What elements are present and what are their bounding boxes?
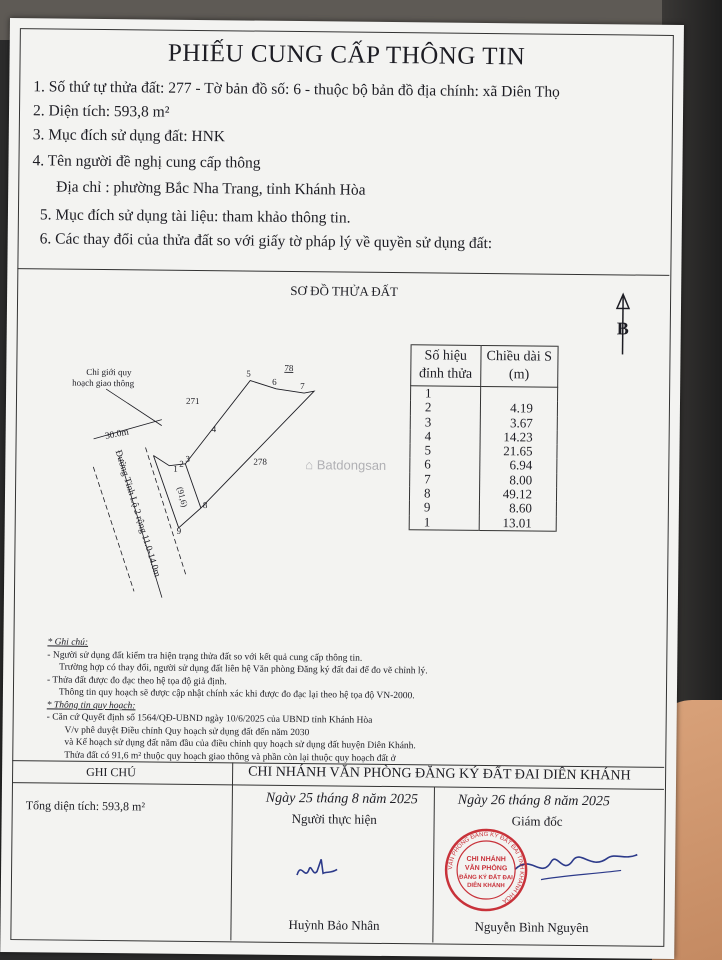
distance-label: 30.0m [104, 427, 130, 442]
document-title: PHIẾU CUNG CẤP THÔNG TIN [167, 39, 526, 71]
role-right: Giám đốc [511, 813, 563, 829]
vertex-cell: 4 [410, 429, 480, 444]
road-boundary-label-2: hoạch giao thông [72, 377, 135, 389]
seal-line-1: CHI NHÁNH [466, 855, 506, 864]
table-header-row [411, 345, 558, 388]
length-cell: 4.19 [480, 401, 558, 416]
seal-line-4: DIÊN KHÁNH [467, 882, 505, 890]
table-row [410, 415, 557, 431]
point-6: 6 [272, 376, 277, 387]
seal-line-3: ĐĂNG KÝ ĐẤT ĐAI [459, 874, 513, 882]
vertex-cell: 6 [410, 458, 480, 473]
vertex-cell: 5 [410, 443, 480, 458]
planning-line: và Kế hoạch sử dụng đất năm đầu của điều chỉnh quy hoạch sử dụng đất huyện Diên Khánh. [64, 737, 416, 752]
length-cell: 21.65 [479, 444, 557, 459]
header-length: Chiều dài S (m) [480, 345, 558, 387]
watermark-text: Batdongsan [316, 457, 387, 473]
diagram-title: SƠ ĐỒ THỬA ĐẤT [290, 282, 399, 300]
seal-ring-text: VĂN PHÒNG ĐĂNG KÝ ĐẤT ĐAI TỈNH KHÁNH HÒA [448, 832, 525, 904]
parcel-outline [153, 380, 315, 530]
table-row [410, 443, 557, 459]
note-line: Thông tin quy hoạch sẽ được cập nhật chính xác khi được đo đạc lại theo hệ tọa độ VN-2000. [58, 687, 415, 702]
point-7: 7 [300, 381, 305, 392]
item-area: 2. Diện tích: 593,8 m² [32, 102, 170, 121]
office-name: CHI NHÁNH VĂN PHÒNG ĐĂNG KÝ ĐẤT ĐAI DIÊN KHÁNH [248, 764, 631, 784]
vertex-cell: 7 [410, 472, 480, 487]
point-5: 5 [246, 368, 251, 379]
role-left: Người thực hiện [291, 810, 377, 827]
date-left: Ngày 25 tháng 8 năm 2025 [265, 790, 418, 808]
planning-heading: * Thông tin quy hoạch: [46, 699, 136, 711]
document-paper [0, 18, 684, 959]
planning-line: V/v phê duyệt Điều chỉnh Quy hoạch sử dụng đất đến năm 2030 [64, 725, 310, 738]
boundary-leader-line [106, 389, 162, 426]
length-cell: 8.00 [479, 473, 557, 488]
item-land-use: 3. Mục đích sử dụng đất: HNK [32, 126, 226, 146]
length-cell: 49.12 [479, 487, 557, 502]
signature-right-icon [511, 839, 642, 900]
road-boundary-label-1: Chỉ giới quy [86, 366, 132, 378]
parcel-78-label: 78 [284, 362, 294, 373]
table-row [411, 386, 558, 402]
official-seal-icon [443, 827, 530, 914]
table-row [410, 458, 557, 474]
length-cell: 8.60 [479, 501, 557, 516]
planning-line: Thửa đất có 91,6 m² thuộc quy hoạch giao thông và phần còn lại thuộc quy hoạch đất ở [64, 750, 396, 764]
vertex-cell: 1 [411, 386, 481, 402]
item-purpose: 5. Mục đích sử dụng tài liệu: tham khảo thông tin. [39, 206, 351, 227]
note-line: - Người sử dụng đất kiểm tra hiện trạng thửa đất so với kết quả cung cấp thông tin. [47, 649, 363, 664]
point-2: 2 [179, 458, 184, 469]
parcel-271-label: 271 [185, 395, 200, 407]
point-1: 1 [173, 463, 178, 474]
item-changes: 6. Các thay đổi của thửa đất so với giấy tờ pháp lý về quyền sử dụng đất: [39, 230, 493, 253]
ghi-chu-label: GHI CHÚ [86, 764, 136, 780]
item-parcel-number: 1. Số thứ tự thửa đất: 277 - Tờ bản đồ số: 6 - thuộc bộ bản đồ địa chính: xã Diên Thọ [33, 78, 560, 101]
parcel-diagram [34, 338, 397, 612]
item-requester: 4. Tên người đề nghị cung cấp thông [32, 152, 261, 172]
notes-heading: * Ghi chú: [47, 637, 89, 648]
date-right: Ngày 26 tháng 8 năm 2025 [457, 792, 610, 810]
note-line: - Thửa đất được đo đạc theo hệ tọa độ giả định. [47, 674, 227, 687]
point-4: 4 [211, 424, 217, 435]
planning-line: - Căn cứ Quyết định số 1564/QĐ-UBND ngày 10/6/2025 của UBND tỉnh Khánh Hòa [46, 712, 373, 726]
point-8: 8 [202, 500, 208, 511]
vertex-cell: 3 [410, 415, 480, 430]
notes-block [46, 636, 428, 765]
name-right: Nguyễn Bình Nguyên [474, 918, 589, 936]
edge-length-table [409, 344, 559, 532]
parcel-278-label: 278 [253, 456, 267, 467]
vertex-cell: 2 [410, 401, 480, 416]
note-line: Trường hợp có thay đổi, người sử dụng đất liên hệ Văn phòng Đăng ký đất đai để đo vẽ chỉnh lý. [59, 662, 428, 677]
table-row [410, 401, 557, 417]
seal-line-2: VĂN PHÒNG [464, 864, 508, 873]
item-address: Địa chỉ : phường Bắc Nha Trang, tỉnh Khánh Hòa [56, 178, 366, 199]
vertex-cell: 9 [409, 501, 479, 516]
table-row [409, 486, 556, 502]
vertex-cell: 8 [409, 486, 479, 501]
table-row [410, 429, 557, 445]
length-cell: 13.01 [479, 516, 557, 532]
table-row [409, 501, 556, 517]
road-name-label: Đường Tỉnh Lộ 2 rộng 11.0-14.0m [112, 449, 162, 579]
area-marker: (91,6) [175, 485, 190, 509]
table-row [410, 472, 557, 488]
vertex-cell: 1 [409, 515, 479, 531]
length-cell: 14.23 [480, 430, 558, 445]
north-letter: B [616, 318, 629, 339]
point-9: 9 [176, 525, 182, 536]
length-cell: 3.67 [480, 416, 558, 431]
north-arrow-icon [610, 292, 635, 356]
point-3: 3 [185, 453, 190, 464]
name-left: Huỳnh Bảo Nhân [288, 916, 380, 933]
total-area: Tổng diện tích: 593,8 m² [25, 798, 146, 814]
length-cell: 6.94 [479, 458, 557, 473]
signature-left-icon [291, 851, 351, 886]
watermark: ⌂ Batdongsan [305, 457, 387, 473]
table-row [409, 515, 556, 531]
header-vertex: Số hiệu đỉnh thửa [411, 345, 481, 387]
